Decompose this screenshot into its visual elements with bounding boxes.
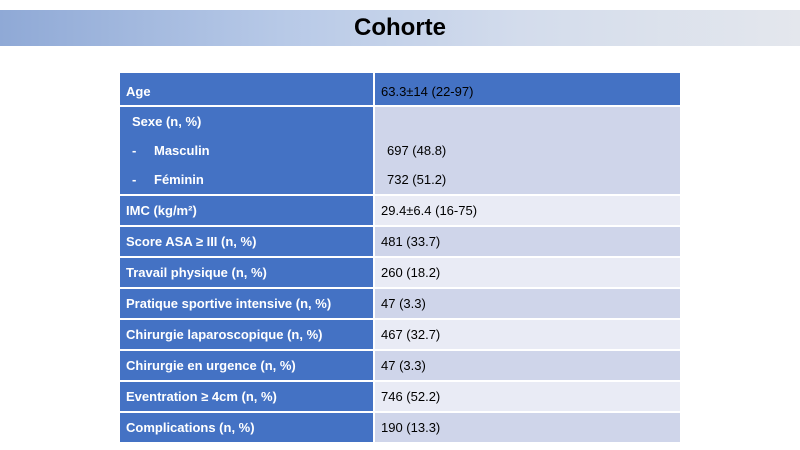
row-label: Masculin <box>154 143 210 158</box>
table-row-sexe <box>120 106 680 195</box>
row-label: Pratique sportive intensive (n, %) <box>120 288 374 319</box>
slide-title: Cohorte <box>354 14 446 41</box>
row-label: Eventration ≥ 4cm (n, %) <box>120 381 374 412</box>
row-value: 29.4±6.4 (16-75) <box>374 195 680 226</box>
row-value: 47 (3.3) <box>374 350 680 381</box>
row-value: 746 (52.2) <box>374 381 680 412</box>
row-label: Chirurgie en urgence (n, %) <box>120 350 374 381</box>
row-value: 47 (3.3) <box>374 288 680 319</box>
table-row-laparo <box>120 319 680 350</box>
table-row-imc <box>120 195 680 226</box>
row-label: IMC (kg/m²) <box>120 195 374 226</box>
row-label: Complications (n, %) <box>120 412 374 443</box>
row-label: Chirurgie laparoscopique (n, %) <box>120 319 374 350</box>
row-value: 63.3±14 (22-97) <box>374 72 680 106</box>
table-row-age <box>120 72 680 106</box>
row-value: 190 (13.3) <box>374 412 680 443</box>
table-row-complications <box>120 412 680 443</box>
row-label: Sexe (n, %) <box>132 114 202 129</box>
row-label: Féminin <box>154 172 204 187</box>
table-row-travail <box>120 257 680 288</box>
row-value: 260 (18.2) <box>374 257 680 288</box>
row-value-group <box>374 106 680 195</box>
list-dash: - <box>132 172 137 187</box>
empty-value <box>381 107 674 136</box>
table-row-urgence <box>120 350 680 381</box>
table-row-sport <box>120 288 680 319</box>
row-value: 732 (51.2) <box>387 172 447 187</box>
sub-row-masculin <box>126 136 367 165</box>
row-label: Age <box>120 72 374 106</box>
table-row-asa <box>120 226 680 257</box>
table-row-eventration <box>120 381 680 412</box>
row-value: 697 (48.8) <box>387 143 447 158</box>
cohort-table <box>120 71 680 444</box>
row-value: 467 (32.7) <box>374 319 680 350</box>
row-label: Score ASA ≥ III (n, %) <box>120 226 374 257</box>
row-label: Travail physique (n, %) <box>120 257 374 288</box>
row-label-group <box>120 106 374 195</box>
row-value: 481 (33.7) <box>374 226 680 257</box>
sub-row-feminin <box>126 165 367 194</box>
list-dash: - <box>132 143 137 158</box>
